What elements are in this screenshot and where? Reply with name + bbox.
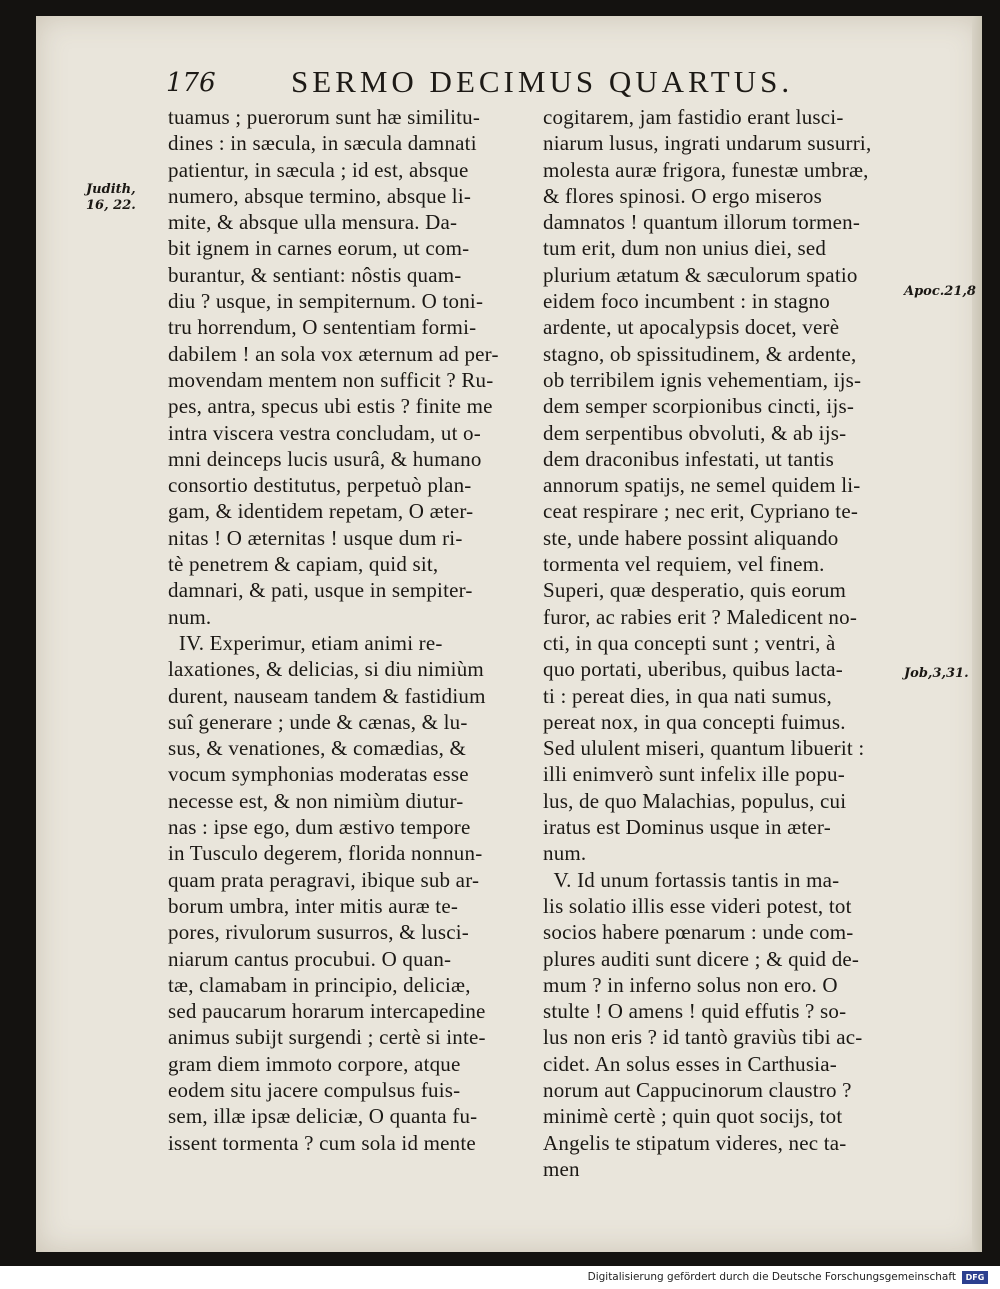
page-edge	[972, 16, 982, 1252]
right-column-line-41: men	[543, 1156, 580, 1181]
left-column-line-32: pores, rivulorum susurros, & lusci-	[168, 920, 469, 945]
right-column-line-26: illi enimverò sunt infelix ille popu-	[543, 762, 845, 787]
right-column-line-2: niarum lusus, ingrati undarum susurri,	[543, 131, 872, 156]
left-column-line-22: laxationes, & delicias, si diu nimiùm	[168, 657, 484, 682]
left-column-line-31: borum umbra, inter mitis auræ te-	[168, 893, 459, 918]
left-column-line-16: gam, & identidem repetam, O æter-	[168, 499, 474, 524]
left-column-line-18: tè penetrem & capiam, quid sit,	[168, 552, 439, 577]
left-column-line-4: numero, absque termino, absque li-	[168, 183, 472, 208]
left-column-line-38: eodem situ jacere compulsus fuis-	[168, 1077, 461, 1102]
left-column-line-7: burantur, & sentiant: nôstis quam-	[168, 262, 462, 287]
right-column-line-37: cidet. An solus esses in Carthusia-	[543, 1051, 837, 1076]
left-column-line-37: gram diem immoto corpore, atque	[168, 1051, 461, 1076]
funding-credit: Digitalisierung gefördert durch die Deutsche Forschungsgemeinschaft	[587, 1271, 956, 1283]
right-column-line-24: pereat nox, in qua concepti fuimus.	[543, 709, 846, 734]
left-column-line-39: sem, illæ ipsæ deliciæ, O quanta fu-	[168, 1104, 478, 1129]
right-column-line-16: ceat respirare ; nec erit, Cypriano te-	[543, 499, 859, 524]
footer-bar	[0, 1266, 1000, 1289]
right-column-line-22: quo portati, uberibus, quibus lacta-	[543, 657, 843, 682]
running-head	[166, 64, 906, 104]
right-column-line-29: num.	[543, 841, 587, 866]
right-column-line-9: ardente, ut apocalypsis docet, verè	[543, 315, 840, 340]
right-column-line-12: dem semper scorpionibus cincti, ijs-	[543, 394, 855, 419]
dfg-logo: DFG	[962, 1271, 988, 1284]
left-column-line-30: quam prata peragravi, ibique sub ar-	[168, 867, 480, 892]
page-number: 176	[166, 68, 216, 98]
right-column-line-3: molesta auræ frigora, funestæ umbræ,	[543, 157, 869, 182]
left-column-line-20: num.	[168, 604, 212, 629]
right-column-line-31: lis solatio illis esse videri potest, tot	[543, 893, 852, 918]
left-column-line-29: in Tusculo degerem, florida nonnun-	[168, 841, 483, 866]
right-column-line-38: norum aut Cappucinorum claustro ?	[543, 1077, 852, 1102]
left-column-line-13: intra viscera vestra concludam, ut o-	[168, 420, 481, 445]
right-column-line-36: lus non eris ? id tantò graviùs tibi ac-	[543, 1025, 863, 1050]
left-column-line-1: tuamus ; puerorum sunt hæ similitu-	[168, 105, 481, 129]
right-column-line-13: dem serpentibus obvoluti, & ab ijs-	[543, 420, 847, 445]
right-column-line-35: stulte ! O amens ! quid effutis ? so-	[543, 999, 847, 1024]
left-column-line-11: movendam mentem non sufficit ? Ru-	[168, 367, 494, 392]
book-page	[36, 16, 982, 1252]
right-column-line-14: dem draconibus infestati, ut tantis	[543, 446, 835, 471]
right-column-line-6: tum erit, dum non unius diei, sed	[543, 236, 827, 261]
left-column-line-21: IV. Experimur, etiam animi re-	[168, 630, 443, 655]
right-column-line-30: V. Id unum fortassis tantis in ma-	[543, 867, 840, 892]
left-column-line-15: consortio destitutus, perpetuò plan-	[168, 473, 472, 498]
left-column-line-36: animus subijt surgendi ; certè si inte-	[168, 1025, 486, 1050]
left-column-line-3: patientur, in sæcula ; id est, absque	[168, 157, 469, 182]
right-column-line-5: damnatos ! quantum illorum tormen-	[543, 210, 861, 235]
right-column-line-17: ste, unde habere possint aliquando	[543, 525, 839, 550]
right-column-line-40: Angelis te stipatum videres, nec ta-	[543, 1130, 847, 1155]
left-column-line-24: suî generare ; unde & cænas, & lu-	[168, 709, 468, 734]
left-column-line-33: niarum cantus procubui. O quan-	[168, 946, 452, 971]
right-column-line-32: socios habere pœnarum : unde com-	[543, 920, 854, 945]
right-column-line-27: lus, de quo Malachias, populus, cui	[543, 788, 847, 813]
right-column-line-28: iratus est Dominus usque in æter-	[543, 815, 831, 840]
left-column-line-17: nitas ! O æternitas ! usque dum ri-	[168, 525, 463, 550]
right-column-line-11: ob terribilem ignis vehementiam, ijs-	[543, 367, 862, 392]
left-column-line-23: durent, nauseam tandem & fastidium	[168, 683, 486, 708]
left-column-line-25: sus, & venationes, & comædias, &	[168, 736, 467, 761]
left-column-line-6: bit ignem in carnes eorum, ut com-	[168, 236, 470, 261]
left-column-line-27: necesse est, & non nimiùm diutur-	[168, 788, 464, 813]
right-column-line-19: Superi, quæ desperatio, quis eorum	[543, 578, 847, 603]
margin-note-job: Job,3,31.	[904, 666, 969, 681]
right-column-line-8: eidem foco incumbent : in stagno	[543, 289, 830, 314]
left-column-line-2: dines : in sæcula, in sæcula damnati	[168, 131, 477, 156]
right-column-line-10: stagno, ob spissitudinem, & ardente,	[543, 341, 857, 366]
left-column-line-8: diu ? usque, in sempiternum. O toni-	[168, 289, 484, 314]
left-column-line-34: tæ, clamabam in principio, deliciæ,	[168, 972, 471, 997]
left-column-line-26: vocum symphonias moderatas esse	[168, 762, 469, 787]
left-column-line-35: sed paucarum horarum intercapedine	[168, 999, 486, 1024]
right-column-line-23: ti : pereat dies, in qua nati sumus,	[543, 683, 832, 708]
left-column	[168, 104, 518, 1156]
right-column-line-39: minimè certè ; quin quot socijs, tot	[543, 1104, 843, 1129]
right-column-line-15: annorum spatijs, ne semel quidem li-	[543, 473, 861, 498]
right-column-line-25: Sed ululent miseri, quantum libuerit :	[543, 736, 865, 761]
margin-note-judith: Judith, 16, 22.	[86, 182, 136, 213]
right-column-line-7: plurium ætatum & sæculorum spatio	[543, 262, 858, 287]
right-column	[543, 104, 893, 1182]
right-column-line-34: mum ? in inferno solus non ero. O	[543, 972, 838, 997]
left-column-line-40: issent tormenta ? cum sola id mente	[168, 1130, 476, 1155]
left-column-line-12: pes, antra, specus ubi estis ? finite me	[168, 394, 493, 419]
right-column-line-4: & flores spinosi. O ergo miseros	[543, 183, 822, 208]
left-column-line-14: mni deinceps lucis usurâ, & humano	[168, 446, 482, 471]
left-column-line-5: mite, & absque ulla mensura. Da-	[168, 210, 458, 235]
left-column-line-19: damnari, & pati, usque in sempiter-	[168, 578, 473, 603]
margin-note-apoc: Apoc.21,8	[904, 284, 976, 299]
running-title: SERMO DECIMUS QUARTUS.	[291, 64, 794, 99]
right-column-line-1: cogitarem, jam fastidio erant lusci-	[543, 105, 844, 129]
right-column-line-21: cti, in qua concepti sunt ; ventri, à	[543, 630, 836, 655]
right-column-line-18: tormenta vel requiem, vel finem.	[543, 552, 825, 577]
right-column-line-20: furor, ac rabies erit ? Maledicent no-	[543, 604, 858, 629]
left-column-line-10: dabilem ! an sola vox æternum ad per-	[168, 341, 499, 366]
left-column-line-9: tru horrendum, O sententiam formi-	[168, 315, 477, 340]
right-column-line-33: plures auditi sunt dicere ; & quid de-	[543, 946, 860, 971]
left-column-line-28: nas : ipse ego, dum æstivo tempore	[168, 815, 471, 840]
